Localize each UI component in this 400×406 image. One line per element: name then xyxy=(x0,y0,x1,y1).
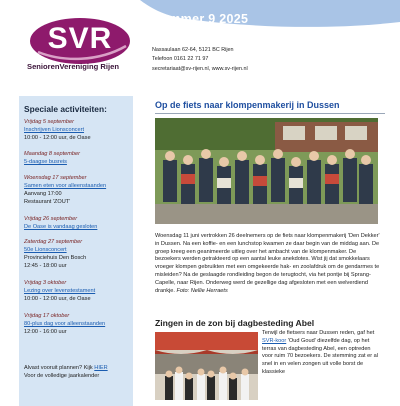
event-item xyxy=(24,151,136,167)
event-item xyxy=(24,119,136,143)
event-link[interactable]: 5-daagse busreis xyxy=(24,158,67,165)
group-photo-image xyxy=(155,118,378,224)
article-text: Woensdag 11 juni vertrokken 26 deelnemers op de fiets naar klompenmakerij 'Den Dekker' in Dussen. Na een koffie- en een lunchstop kwamen ze daar begin van de middag aan. De groep kreeg een geanimeerde uitleg over het ambacht van de klompenmaker. De bezoekers werden getrakteerd op een aantal leuke anekdotes. Wist jij dat smokkelaars vroeger klompen gebruikten met een omgekeerde hak- en zoolafdruk om de gendarmes te misleiden? Na de geslaagde rondleiding begon de terugtocht, via het pontje bij Sprang-Capelle, naar Rijen. Onderweg werd de gezellige dag afgesloten met een welverdiend drankje. xyxy=(155,233,380,294)
article2-text: Terwijl de fietsers naar Dussen reden, gaf het xyxy=(262,330,375,336)
contact-email[interactable]: secretariaat@sv-rijen.nl, www.sv-rijen.nl xyxy=(152,65,248,72)
event-date: Vrijdag 26 september xyxy=(24,216,78,222)
event-item xyxy=(24,216,136,232)
photo-credit: Foto: Nellie Herraets xyxy=(176,287,228,294)
article-title-2: Zingen in de zon bij dagbesteding Abel xyxy=(155,318,315,328)
event-detail: Restaurant 'ZOUT' xyxy=(24,198,71,205)
event-detail: Provinciehuis Den Bosch xyxy=(24,254,87,261)
event-item xyxy=(24,239,136,271)
contact-block xyxy=(152,46,248,74)
choir-photo-image xyxy=(155,332,258,400)
article-title: Op de fiets naar klompenmakerij in Dussen xyxy=(155,100,340,110)
group-photo xyxy=(155,118,378,224)
logo-text: SVR xyxy=(47,22,113,55)
choir-link[interactable]: SVR-koor xyxy=(262,337,287,344)
event-link[interactable]: De Oase is vandaag gesloten xyxy=(24,223,98,230)
calendar-note xyxy=(24,364,108,380)
event-item xyxy=(24,313,136,337)
calendar-note-text-2: Voor de volledige jaarkalender xyxy=(24,373,100,379)
event-link[interactable]: Inschrijven Lionsconcert xyxy=(24,126,85,133)
event-detail: Aanvang 17:00 xyxy=(24,190,62,197)
event-date: Zaterdag 27 september xyxy=(24,239,83,245)
calendar-note-text: Alvast vooruit plannen? Kijk xyxy=(24,365,95,371)
event-item xyxy=(24,280,136,304)
event-item xyxy=(24,175,136,207)
event-detail: 10:00 - 12:00 uur, de Oase xyxy=(24,295,91,302)
contact-phone: Telefoon 0161 22 71 97 xyxy=(152,56,209,63)
sidebar-title: Speciale activiteiten: xyxy=(24,104,107,114)
event-link[interactable]: Samen eten voor alleenstaanden xyxy=(24,182,107,189)
event-date: Vrijdag 3 oktober xyxy=(24,280,67,286)
article-body xyxy=(155,233,380,295)
calendar-link[interactable]: HIER xyxy=(94,365,108,371)
issue-number: Nummer 9 2025 xyxy=(152,12,249,26)
org-name: SeniorenVereniging Rijen xyxy=(27,62,119,71)
event-detail: 10:00 - 12:00 uur, de Oase xyxy=(24,134,91,141)
event-date: Vrijdag 17 oktober xyxy=(24,313,70,319)
article2-text-2: 'Oud Goud' diezelfde dag, op het terras van dagbesteding Abel, een optreden voor ruim 70 bezoekers. De stemming zat er al snel in en velen zongen uit volle borst de klassieke xyxy=(262,337,378,375)
svr-logo xyxy=(28,16,132,66)
event-link[interactable]: 80-plus dag voor alleenstaanden xyxy=(24,320,106,327)
event-detail: 12:45 - 18:00 uur xyxy=(24,262,67,269)
event-date: Vrijdag 5 september xyxy=(24,119,74,125)
event-link[interactable]: Lezing over levenstestament xyxy=(24,287,96,294)
article-body-2 xyxy=(262,330,380,377)
contact-address: Nassaulaan 62-64, 5121 BC Rijen xyxy=(152,47,234,53)
title-divider xyxy=(155,113,385,114)
event-date: Maandag 8 september xyxy=(24,151,80,157)
event-link[interactable]: 50e Lionsconcert xyxy=(24,246,67,253)
choir-photo xyxy=(155,332,258,400)
event-date: Woensdag 17 september xyxy=(24,175,87,181)
event-detail: 12:00 - 16:00 uur xyxy=(24,328,67,335)
